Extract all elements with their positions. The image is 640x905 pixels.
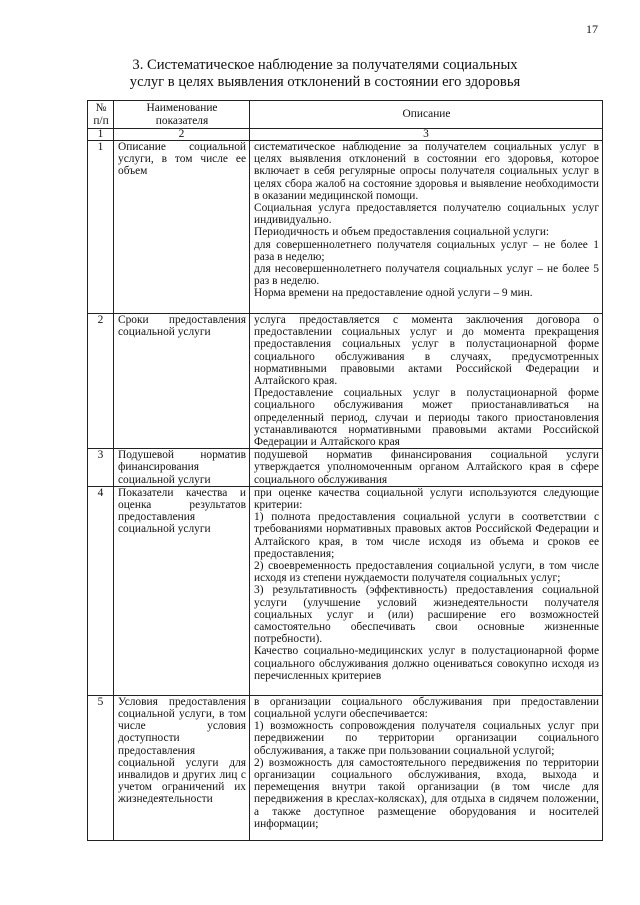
indicator-name: Показатели качества и оценка результатов предоставления социальной услуги bbox=[114, 486, 250, 695]
row-number: 3 bbox=[88, 449, 114, 487]
description-cell bbox=[250, 314, 603, 449]
header-desc bbox=[250, 101, 603, 129]
section-title-line-2: услуг в целях выявления отклонений в состоянии его здоровья bbox=[129, 74, 521, 90]
table-row bbox=[88, 695, 603, 840]
description-paragraph: Предоставление социальных услуг в полустационарной форме социального обслуживания может приостанавливаться на определенный период, случаи и периоды такого приостановления устанавливаются нормативными правовыми актами Российской Федерации и Алтайского края bbox=[254, 387, 599, 449]
description-paragraph: 3) результативность (эффективность) предоставления социальной услуги (улучшение условий жизнедеятельности получателя социальных услуг и (или) расширение его возможностей самостоятельно обеспечивать свои основные жизненные потребности). bbox=[254, 584, 599, 646]
table-header-row bbox=[88, 101, 603, 129]
page-number: 17 bbox=[586, 22, 598, 36]
description-paragraph: 2) своевременность предоставления социальной услуги, в том числе исходя из степени нуждаемости получателя социальных услуг; bbox=[254, 560, 599, 585]
table-row bbox=[88, 449, 603, 487]
description-paragraph: 1) возможность сопровождения получателя социальных услуг при передвижении по территории организации социального обслуживания, а также при пользовании социальной услугой; bbox=[254, 720, 599, 757]
description-cell bbox=[250, 141, 603, 314]
description-paragraph: Периодичность и объем предоставления социальной услуги: bbox=[254, 226, 550, 239]
description-cell bbox=[250, 695, 603, 840]
description-paragraph: Социальная услуга предоставляется получателю социальных услуг индивидуально. bbox=[254, 202, 599, 227]
header-num-label: № п/п bbox=[93, 102, 109, 127]
row-number: 1 bbox=[88, 141, 114, 314]
description-paragraph: услуга предоставляется с момента заключения договора о предоставлении социальных услуг и до момента прекращения предоставления социальных услуг в полустационарной форме социального обслуживания в случаях, предусмотренных нормативными правовыми актами Российской Федерации и Алтайского края. bbox=[254, 314, 599, 388]
column-number: 3 bbox=[250, 129, 603, 141]
description-paragraph: для несовершеннолетнего получателя социальных услуг – не более 5 раз в неделю. bbox=[254, 263, 599, 288]
description-paragraph: 2) возможность для самостоятельного передвижения по территории организации социального обслуживания, входа, выхода и перемещения внутри такой организации (в том числе для передвижения в креслах-колясках), для отдыха в сидячем положении, а также доступное размещение оборудования и носителей информации; bbox=[254, 756, 599, 830]
description-paragraph: для совершеннолетнего получателя социальных услуг – не более 1 раза в неделю; bbox=[254, 238, 599, 263]
header-desc-label: Описание bbox=[402, 108, 451, 121]
description-paragraph: Норма времени на предоставление одной услуги – 9 мин. bbox=[254, 287, 533, 300]
description-cell bbox=[250, 486, 603, 695]
description-paragraph: 1) полнота предоставления социальной услуги в соответствии с требованиями нормативных правовых актов Российской Федерации и Алтайского края, в том числе исходя из объема и сроков ее предоставления; bbox=[254, 511, 599, 560]
header-num bbox=[88, 101, 114, 129]
header-name-label: Наименование показателя bbox=[146, 102, 218, 127]
description-paragraph: при оценке качества социальной услуги используются следующие критерии: bbox=[254, 486, 599, 512]
column-number: 1 bbox=[88, 129, 114, 141]
table-row bbox=[88, 486, 603, 695]
indicator-name: Подушевой норматив финансирования социальной услуги bbox=[114, 449, 250, 487]
column-number-row bbox=[88, 129, 603, 141]
indicator-name: Сроки предоставления социальной услуги bbox=[114, 314, 250, 449]
description-cell bbox=[250, 449, 603, 487]
section-title bbox=[90, 57, 560, 91]
table-row bbox=[88, 314, 603, 449]
section-title-line-1: 3. Систематическое наблюдение за получателями социальных bbox=[132, 57, 518, 73]
indicator-name: Условия предоставления социальной услуги, в том числе условия доступности предоставления социальной услуги для инвалидов и других лиц с учетом ограничений их жизнедеятельности bbox=[114, 695, 250, 840]
description-paragraph: Качество социально-медицинских услуг в полустационарной форме социального обслуживания должно оцениваться совокупно исходя из перечисленных критериев bbox=[254, 645, 599, 682]
description-paragraph: систематическое наблюдение за получателем социальных услуг в целях выявления отклонений в состоянии его здоровья, которое включает в себя регулярные опросы получателя социальных услуг в целях сбора жалоб на состояние здоровья и выявление необходимости в оказании медицинской помощи. bbox=[254, 141, 599, 202]
row-number: 4 bbox=[88, 486, 114, 695]
row-number: 2 bbox=[88, 314, 114, 449]
indicator-name: Описание социальной услуги, в том числе ее объем bbox=[114, 141, 250, 314]
description-paragraph: подушевой норматив финансирования социальной услуги утверждается уполномоченным органом Алтайского края в сфере социального обслуживания bbox=[254, 449, 599, 486]
description-paragraph: в организации социального обслуживания при предоставлении социальной услуги обеспечивается: bbox=[254, 695, 599, 721]
header-name bbox=[114, 101, 250, 129]
services-table bbox=[87, 100, 603, 841]
column-number: 2 bbox=[114, 129, 250, 141]
row-number: 5 bbox=[88, 695, 114, 840]
table-row bbox=[88, 141, 603, 314]
